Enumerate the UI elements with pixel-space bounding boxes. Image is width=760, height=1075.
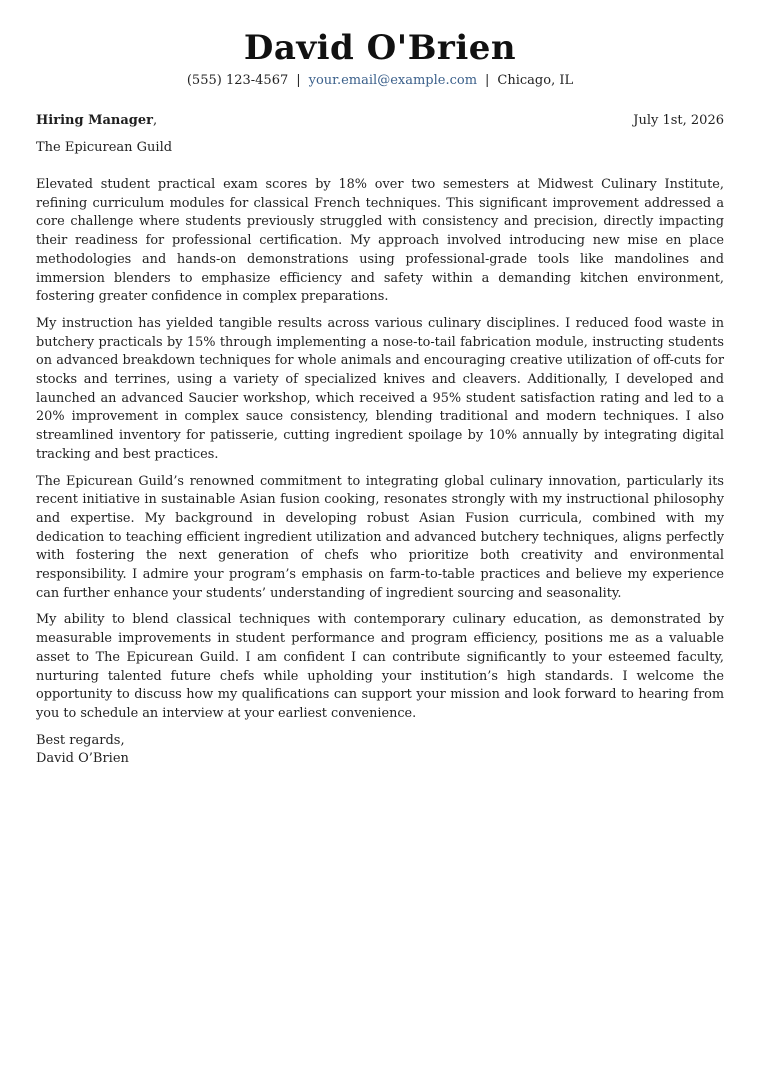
letter-body <box>36 176 724 724</box>
body-paragraph: My instruction has yielded tangible results across various culinary disciplines. I reduced food waste in butchery practicals by 15% through implementing a nose-to-tail fabrication module, instructing students on advanced breakdown techniques for whole animals and encouraging creative utilization of off-cuts for stocks and terrines, using a variety of specialized knives and cleavers. Additionally, I developed and launched an advanced Saucier workshop, which received a 95% student satisfaction rating and led to a 20% improvement in complex sauce consistency, blending traditional and modern techniques. I also streamlined inventory for patisserie, cutting ingredient spoilage by 10% annually by integrating digital tracking and best practices. <box>36 315 724 462</box>
body-paragraph: My ability to blend classical techniques with contemporary culinary education, as demonstrated by measurable improvements in student performance and program efficiency, positions me as a valuable asset to The Epicurean Guild. I am confident I can contribute significantly to your esteemed faculty, nurturing talented future chefs while upholding your institution’s high standards. I welcome the opportunity to discuss how my qualifications can support your mission and look forward to hearing from you to schedule an interview at your earliest convenience. <box>36 612 724 721</box>
company-name: The Epicurean Guild <box>36 140 173 155</box>
contact-separator: | <box>296 73 301 88</box>
contact-line <box>36 72 724 90</box>
email-link[interactable]: your.email@example.com <box>308 73 478 88</box>
phone-number: (555) 123-4567 <box>186 73 289 88</box>
salutation-row <box>36 112 724 130</box>
letter-date: July 1st, 2026 <box>633 113 724 128</box>
recipient-name: Hiring Manager <box>36 113 153 128</box>
contact-separator: | <box>485 73 490 88</box>
recipient-line <box>36 112 157 130</box>
signature-name: David O’Brien <box>36 751 129 767</box>
recipient-comma: , <box>152 113 158 128</box>
closing-block <box>36 732 724 769</box>
applicant-name: David O'Brien <box>243 28 517 68</box>
body-paragraph: The Epicurean Guild’s renowned commitment to integrating global culinary innovation, particularly its recent initiative in sustainable Asian fusion cooking, resonates strongly with my instructional philosophy and expertise. My background in developing robust Asian Fusion curricula, combined with my dedication to teaching efficient ingredient utilization and advanced butchery techniques, aligns perfectly with fostering the next generation of chefs who prioritize both creativity and environmental responsibility. I admire your program’s emphasis on farm-to-table practices and believe my experience can further enhance your students’ understanding of ingredient sourcing and seasonality. <box>36 473 724 601</box>
location: Chicago, IL <box>497 73 574 88</box>
body-paragraph: Elevated student practical exam scores by 18% over two semesters at Midwest Culinary Institute, refining curriculum modules for classical French techniques. This significant improvement addressed a core challenge where students previously struggled with consistency and precision, directly impacting their readiness for professional certification. My approach involved introducing new mise en place methodologies and hands-on demonstrations using professional-grade tools like mandolines and immersion blenders to emphasize efficiency and safety within a demanding kitchen environment, fostering greater confidence in complex preparations. <box>36 177 724 305</box>
closing-phrase: Best regards, <box>36 732 125 748</box>
